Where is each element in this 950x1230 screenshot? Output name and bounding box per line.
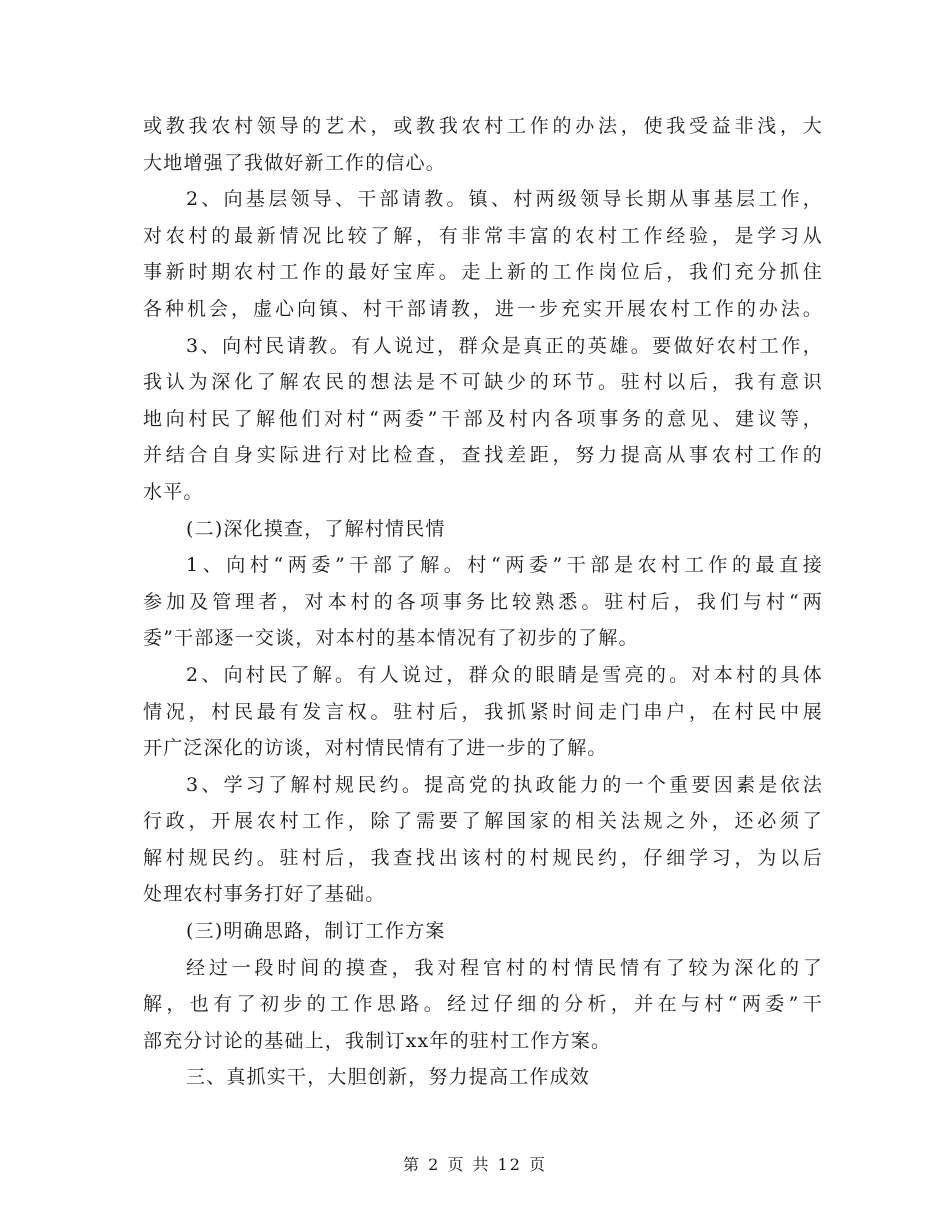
text-line: 大地增强了我做好新工作的信心。 <box>143 151 447 174</box>
section-heading: (三)明确思路，制订工作方案 <box>186 920 446 943</box>
text-line: 部充分讨论的基础上，我制订xx年的驻村工作方案。 <box>143 1029 612 1052</box>
text-line: 2、向基层领导、干部请教。镇、村两级领导长期从事基层工作， <box>186 188 823 211</box>
text-line: 事新时期农村工作的最好宝库。走上新的工作岗位后，我们充分抓住 <box>143 261 823 284</box>
text-line: 3、学习了解村规民约。提高党的执政能力的一个重要因素是依法 <box>186 773 823 796</box>
section-heading: 三、真抓实干，大胆创新，努力提高工作成效 <box>186 1066 591 1089</box>
text-line: 3、向村民请教。有人说过，群众是真正的英雄。要做好农村工作， <box>186 334 823 357</box>
text-line: 情况，村民最有发言权。驻村后，我抓紧时间走门串户，在村民中展 <box>143 700 823 723</box>
text-line: 处理农村事务打好了基础。 <box>143 883 386 906</box>
text-line: 水平。 <box>143 480 204 503</box>
text-line: 2、向村民了解。有人说过，群众的眼睛是雪亮的。对本村的具体 <box>186 663 823 686</box>
section-heading: (二)深化摸查，了解村情民情 <box>186 517 446 540</box>
text-line: 我认为深化了解农民的想法是不可缺少的环节。驻村以后，我有意识 <box>143 371 823 394</box>
page-number: 第 2 页 共 12 页 <box>403 1155 547 1174</box>
text-line: 委”干部逐一交谈，对本村的基本情况有了初步的了解。 <box>143 627 639 650</box>
text-line: 行政，开展农村工作，除了需要了解国家的相关法规之外，还必须了 <box>143 810 823 833</box>
text-line: 或教我农村领导的艺术，或教我农村工作的办法，使我受益非浅，大 <box>143 115 823 137</box>
text-line: 1、向村“两委”干部了解。村“两委”干部是农村工作的最直接 <box>186 554 823 577</box>
text-line: 各种机会，虚心向镇、村干部请教，进一步充实开展农村工作的办法。 <box>143 297 823 320</box>
text-line: 参加及管理者，对本村的各项事务比较熟悉。驻村后，我们与村“两 <box>143 590 823 613</box>
text-line: 对农村的最新情况比较了解，有非常丰富的农村工作经验，是学习从 <box>143 224 823 247</box>
text-line: 解村规民约。驻村后，我查找出该村的村规民约，仔细学习，为以后 <box>143 846 823 869</box>
text-line: 经过一段时间的摸查，我对程官村的村情民情有了较为深化的了 <box>186 956 823 979</box>
text-line: 并结合自身实际进行对比检查，查找差距，努力提高从事农村工作的 <box>143 444 823 467</box>
text-line: 开广泛深化的访谈，对村情民情有了进一步的了解。 <box>143 737 608 760</box>
text-line: 解，也有了初步的工作思路。经过仔细的分析，并在与村“两委”干 <box>143 993 823 1016</box>
document-body <box>143 108 823 1096</box>
text-line: 地向村民了解他们对村“两委”干部及村内各项事务的意见、建议等， <box>143 407 823 430</box>
